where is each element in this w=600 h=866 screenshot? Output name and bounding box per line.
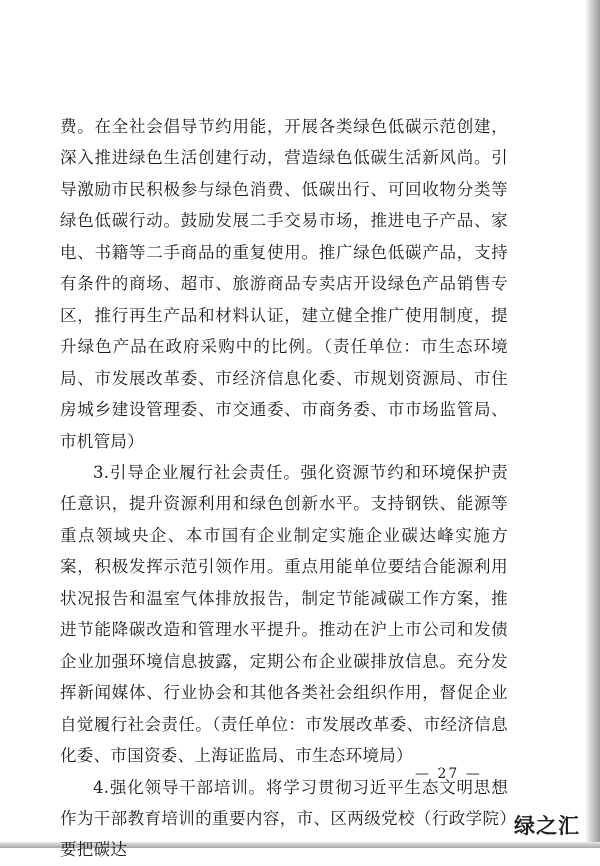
paragraph-continuation: 费。在全社会倡导节约用能，开展各类绿色低碳示范创建，深入推进绿色生活创建行动，营造绿色低碳生活新风尚。引导激励市民积极参与绿色消费、低碳出行、可回收物分类等绿色低碳行动。鼓励发展二手交易市场，推进电子产品、家电、书籍等二手商品的重复使用。推广绿色低碳产品，支持有条件的商场、超市、旅游商品专卖店开设绿色产品销售专区，推行再生产品和材料认证，建立健全推广使用制度，提升绿色产品在政府采购中的比例。（责任单位：市生态环境局、市发展改革委、市经济信息化委、市规划资源局、市住房城乡建设管理委、市交通委、市商务委、市市场监管局、市机管局） [60,117,508,451]
paragraph-item-4: 4.强化领导干部培训。将学习贯彻习近平生态文明思想作为干部教育培训的重要内容，市、区两级党校（行政学院）要把碳达 [60,777,508,860]
scan-shadow-right [586,0,600,848]
page-number: — 27 — [415,766,482,782]
document-body [60,111,508,866]
paragraph-item-3: 3.引导企业履行社会责任。强化资源节约和环境保护责任意识，提升资源利用和绿色创新水平。支持钢铁、能源等重点领域央企、本市国有企业制定实施企业碳达峰实施方案，积极发挥示范引领作用。重点用能单位要结合能源利用状况报告和温室气体排放报告，制定节能减碳工作方案，推进节能降碳改造和管理水平提升。推动在沪上市公司和发债企业加强环境信息披露，定期公布企业碳排放信息。充分发挥新闻媒体、行业协会和其他各类社会组织作用，督促企业自觉履行社会责任。（责任单位：市发展改革委、市经济信息化委、市国资委、上海证监局、市生态环境局） [60,462,508,766]
watermark-logo: 绿之汇 [514,814,580,838]
